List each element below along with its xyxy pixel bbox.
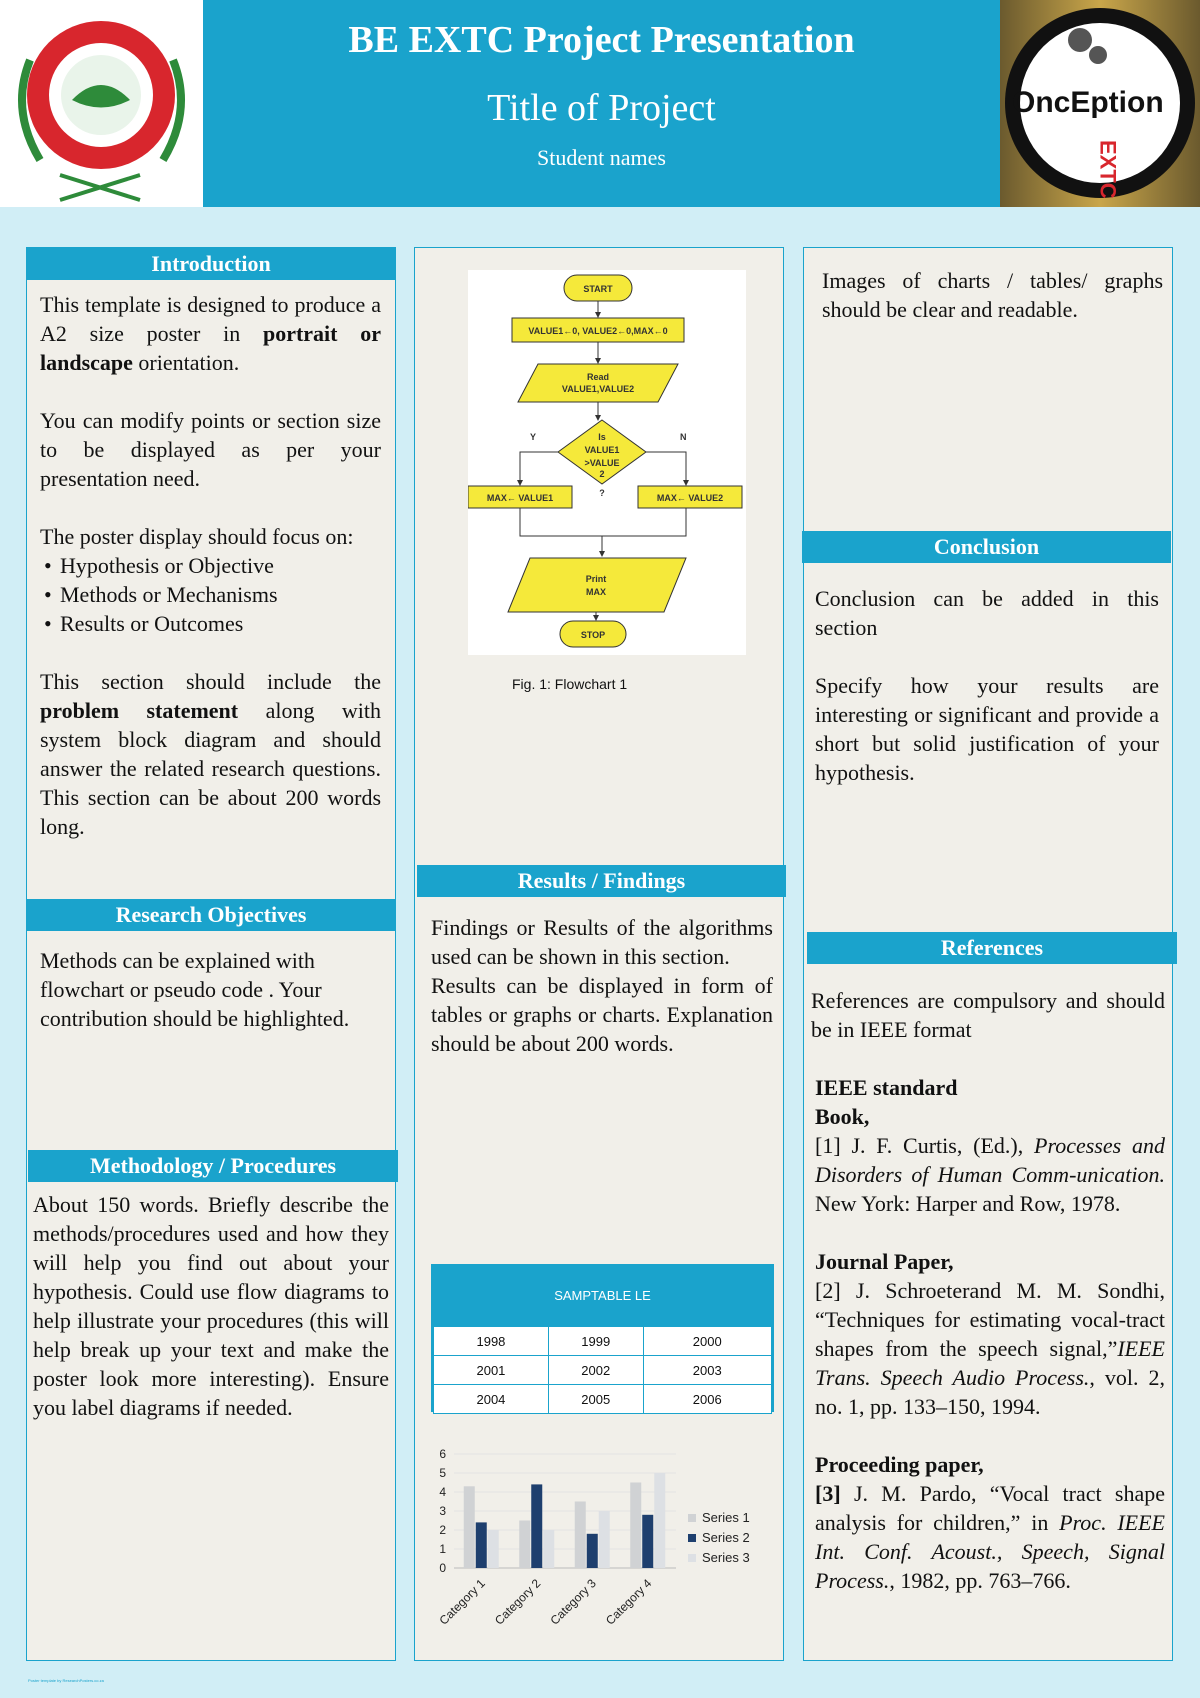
bar: [531, 1484, 542, 1568]
template-credit: Poster template by ResearchPosters.co.za: [28, 1678, 104, 1683]
svg-text:MAX: MAX: [586, 587, 606, 597]
student-names: Student names: [537, 145, 666, 170]
svg-text:MAX← VALUE1: MAX← VALUE1: [486, 493, 554, 503]
list-item: • Results or Outcomes: [40, 609, 381, 638]
table-row: 1998 1999 2000: [434, 1327, 772, 1356]
svg-text:STOP: STOP: [580, 630, 606, 640]
results-body: Findings or Results of the algorithms used can be shown in this section. Results can be displayed in form of tables or graphs or charts. Explanation should be about 200 words.: [431, 915, 773, 1056]
images-note: Images of charts / tables/ graphs should be clear and readable.: [822, 268, 1163, 322]
list-item: • Methods or Mechanisms: [40, 580, 381, 609]
legend-label: Series 1: [702, 1510, 750, 1525]
y-tick-label: 0: [439, 1561, 446, 1575]
svg-text:START: START: [583, 284, 613, 294]
bar-chart: [430, 1440, 770, 1650]
bar: [642, 1515, 653, 1568]
x-tick-label: Category 4: [602, 1576, 655, 1628]
bar: [630, 1483, 641, 1569]
bar: [654, 1473, 665, 1568]
svg-text:OncEption: OncEption: [1012, 86, 1164, 119]
svg-text:MAX← VALUE2: MAX← VALUE2: [656, 493, 724, 503]
legend-label: Series 3: [702, 1550, 750, 1565]
svg-text:Print: Print: [585, 574, 607, 584]
y-tick-label: 6: [439, 1447, 446, 1461]
svg-text:VALUE1: VALUE1: [584, 445, 620, 455]
y-tick-label: 3: [439, 1504, 446, 1518]
flowchart-caption: Fig. 1: Flowchart 1: [512, 676, 628, 692]
y-tick-label: 4: [439, 1485, 446, 1499]
introduction-heading: Introduction: [26, 248, 396, 280]
svg-text:EXTC: EXTC: [1095, 140, 1121, 199]
conception-logo: [1000, 0, 1200, 207]
research-objectives-body: Methods can be explained with flowchart or pseudo code . Your contribution should be highlighted.: [40, 948, 350, 1031]
svg-text:>VALUE: >VALUE: [584, 458, 620, 468]
bar: [543, 1530, 554, 1568]
svg-text:Y: Y: [530, 432, 537, 442]
institute-logo: [0, 0, 203, 207]
references-body: References are compulsory and should be in IEEE format IEEE standard Book, [1] J. F. Curtis, (Ed.), Processes and Disorders of Human Comm-unication. New York: Harper and Row, 1978. Journal Paper, [2] J. Schroeterand M. M. Sondhi, “Techniques for estimating vocal-tract shapes from the speech signal,”IEEE Trans. Speech Audio Process., vol. 2, no. 1, pp. 133–150, 1994. Proceeding paper, [3] J. M. Pardo, “Vocal tract shape analysis for children,” in Proc. IEEE Int. Conf. Acoust., Speech, Signal Process., 1982, pp. 763–766.: [811, 988, 1165, 1593]
sample-table-title: SAMPTABLE LE: [433, 1266, 772, 1326]
flow-print: [508, 558, 686, 612]
y-tick-label: 2: [439, 1523, 446, 1537]
methodology-heading: Methodology / Procedures: [28, 1150, 398, 1182]
legend-swatch: [688, 1534, 696, 1542]
svg-text:?: ?: [599, 488, 605, 498]
y-tick-label: 5: [439, 1466, 446, 1480]
legend-label: Series 2: [702, 1530, 750, 1545]
svg-text:N: N: [680, 432, 687, 442]
results-heading: Results / Findings: [417, 865, 786, 897]
poster-title: BE EXTC Project Presentation: [348, 19, 855, 61]
bar: [488, 1530, 499, 1568]
y-tick-label: 1: [439, 1542, 446, 1556]
bar: [464, 1486, 475, 1568]
conclusion-heading: Conclusion: [802, 531, 1171, 563]
x-tick-label: Category 2: [491, 1576, 544, 1628]
list-item: • Hypothesis or Objective: [40, 551, 381, 580]
svg-text:Read: Read: [586, 372, 610, 382]
flow-read: [518, 364, 678, 402]
references-heading: References: [807, 932, 1177, 964]
legend-swatch: [688, 1514, 696, 1522]
sample-table: [431, 1264, 774, 1412]
table-row: 2004 2005 2006: [434, 1385, 772, 1414]
flowchart: [468, 270, 746, 655]
table-row: 2001 2002 2003: [434, 1356, 772, 1385]
project-title: Title of Project: [487, 87, 716, 129]
x-tick-label: Category 1: [436, 1576, 488, 1628]
legend-swatch: [688, 1554, 696, 1562]
methodology-body: About 150 words. Briefly describe the methods/procedures used and how they will help you find out about your hypothesis. Could use flow diagrams to help illustrate your procedures (this will help break up your text and make the poster look more interesting). Ensure you label diagrams if needed.: [33, 1192, 389, 1420]
focus-list: [40, 551, 381, 638]
bar: [575, 1502, 586, 1569]
svg-text:Is: Is: [598, 432, 606, 442]
bar: [476, 1522, 487, 1568]
bar: [587, 1534, 598, 1568]
svg-text:VALUE1,VALUE2: VALUE1,VALUE2: [561, 384, 635, 394]
bar: [519, 1521, 530, 1569]
svg-text:2: 2: [599, 469, 605, 479]
svg-text:VALUE1←0, VALUE2←0,MAX←0: VALUE1←0, VALUE2←0,MAX←0: [528, 326, 668, 336]
research-objectives-heading: Research Objectives: [26, 899, 396, 931]
bar: [599, 1511, 610, 1568]
conclusion-body: Conclusion can be added in this section Specify how your results are interesting or significant and provide a short but solid justification of your hypothesis.: [815, 586, 1159, 785]
introduction-body: This template is designed to produce a A2 size poster in portrait or landscape orientation. You can modify points or section size to be displayed as per your presentation need. The poster display should focus on: • Hypothesis or Objective • Methods or Mechanisms • Results or Outcomes This section should include the problem statement along with system block diagram and should answer the related research questions. This section can be about 200 words long.: [40, 290, 381, 870]
x-tick-label: Category 3: [547, 1576, 599, 1628]
